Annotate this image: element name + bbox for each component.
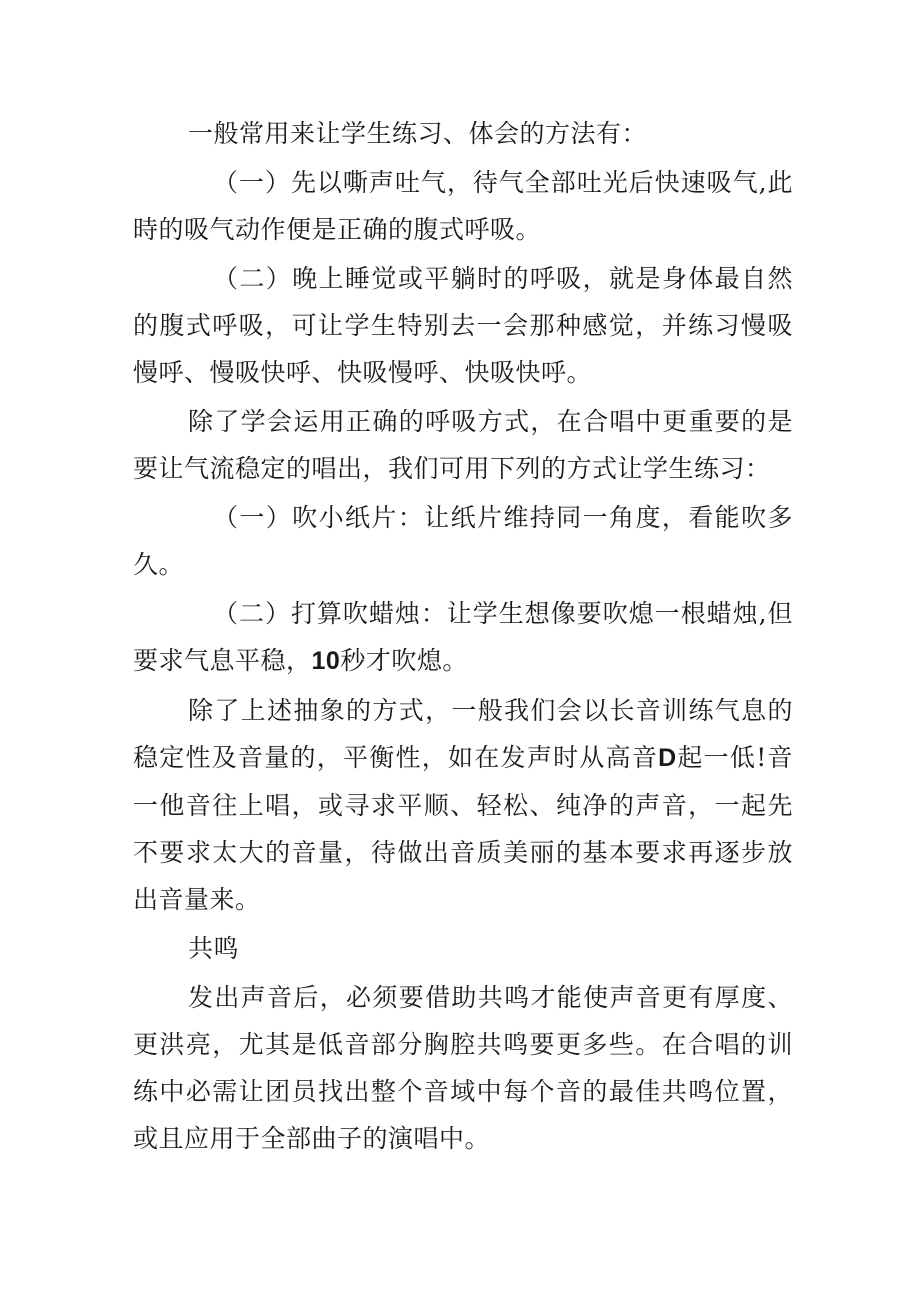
paragraph-resonance xyxy=(133,974,793,1162)
paragraph-text: （二）晚上睡觉或平躺时的呼吸，就是身体最自然的腹式呼吸，可让学生特别去一会那种感觉，并练习慢吸慢呼、慢吸快呼、快吸慢呼、快吸快呼。 xyxy=(133,264,793,387)
paragraph-text: 起一低!音一他音往上唱，或寻求平顺、轻松、纯净的声音，一起先不要求太大的音量，待做出音质美丽的基本要求再逐步放出音量来。 xyxy=(133,743,793,914)
paragraph-method-2 xyxy=(133,255,793,396)
paragraph-text: （二）打算吹蜡烛：让学生想像要吹熄一根蜡烛,但要求气息平稳， xyxy=(133,599,793,675)
paragraph-airflow-intro xyxy=(133,398,793,492)
seconds-number: 10 xyxy=(311,647,341,675)
paragraph-methods-intro xyxy=(133,110,793,157)
paragraph-exercise-1 xyxy=(133,494,793,588)
paragraph-text: （一）先以嘶声吐气，待气全部吐光后快速吸气,此時的吸气动作便是正确的腹式呼吸。 xyxy=(133,168,793,244)
heading-text: 共鸣 xyxy=(188,934,240,963)
document-body xyxy=(133,110,793,1162)
note-letter: D xyxy=(658,744,677,772)
paragraph-text: 一般常用来让学生练习、体会的方法有： xyxy=(188,119,648,148)
paragraph-text: 除了学会运用正确的呼吸方式，在合唱中更重要的是要让气流稳定的唱出，我们可用下列的方式让学生练习： xyxy=(133,407,793,483)
paragraph-exercise-2 xyxy=(133,590,793,685)
paragraph-text: （一）吹小纸片：让纸片维持同一角度，看能吹多久。 xyxy=(133,503,793,579)
paragraph-text: 发出声音后，必须要借助共鸣才能使声音更有厚度、更洪亮，尤其是低音部分胸腔共鸣要更多些。在合唱的训练中必需让团员找出整个音域中每个音的最佳共鸣位置，或且应用于全部曲子的演唱中。 xyxy=(133,983,793,1153)
paragraph-text: 秒才吹熄。 xyxy=(340,646,468,675)
paragraph-long-tone xyxy=(133,687,793,923)
section-heading-resonance xyxy=(133,925,793,972)
paragraph-text: 除了上述抽象的方式，一般我们会以长音训练气息的稳定性及音量的，平衡性，如在发声时从高音 xyxy=(133,696,793,772)
paragraph-method-1 xyxy=(133,159,793,253)
